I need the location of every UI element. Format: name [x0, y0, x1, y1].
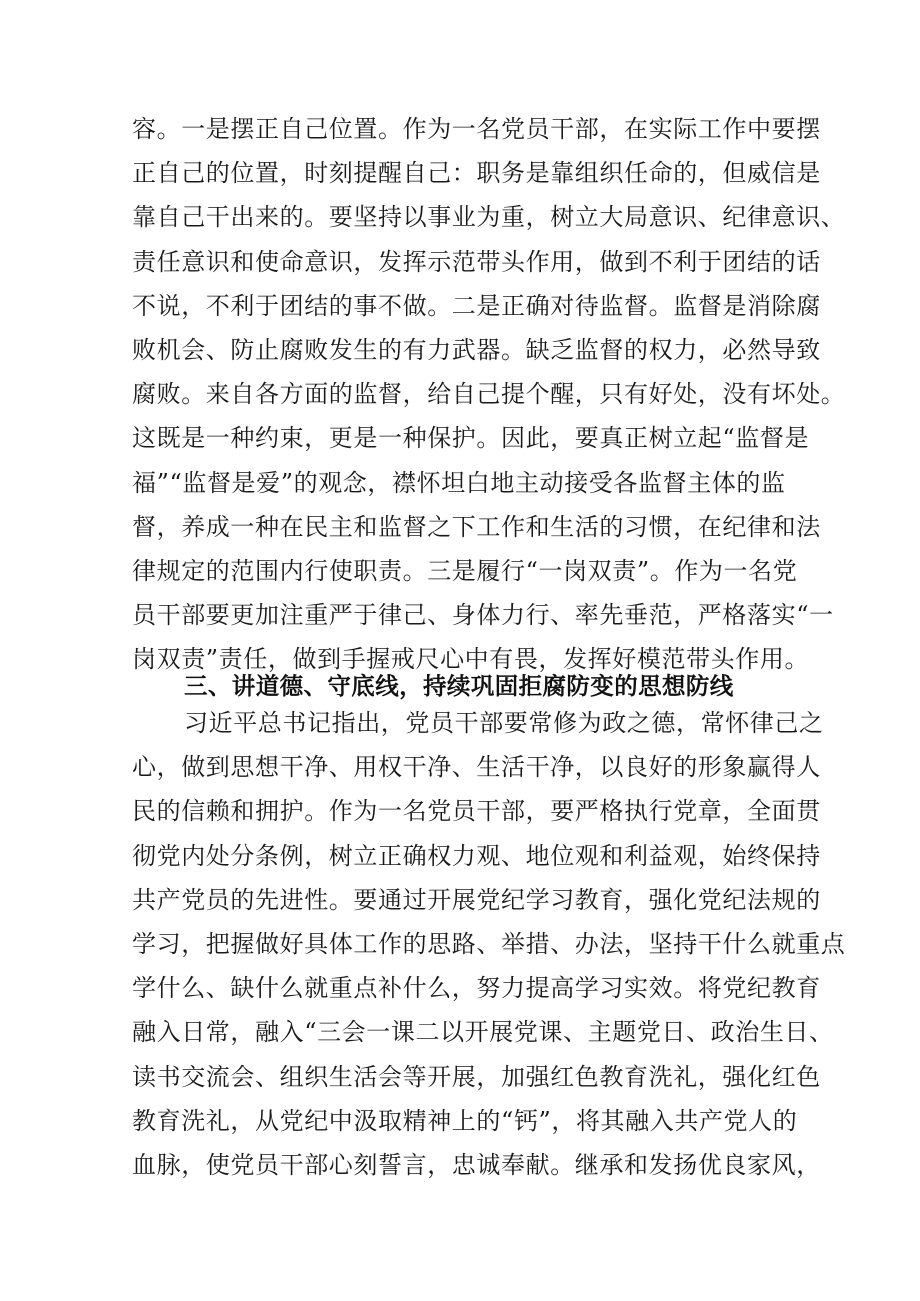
text-line: 彻党内处分条例，树立正确权力观、地位观和利益观，始终保持: [132, 841, 821, 870]
text-line: 正自己的位置，时刻提醒自己：职务是靠组织任命的，但威信是: [132, 159, 821, 188]
text-line: 责任意识和使命意识，发挥示范带头作用，做到不利于团结的话: [132, 247, 821, 276]
text-line: 福”“监督是爱”的观念，襟怀坦白地主动接受各监督主体的监: [132, 468, 786, 497]
text-line: 岗双责”责任，做到手握戒尺心中有畏，发挥好模范带头作用。: [132, 645, 810, 674]
paragraph-section3: [132, 701, 846, 1187]
text-line: 败机会、防止腐败发生的有力武器。缺乏监督的权力，必然导致: [132, 335, 821, 364]
text-line: 不说，不利于团结的事不做。二是正确对待监督。监督是消除腐: [132, 291, 821, 320]
text-line: 学什么、缺什么就重点补什么，努力提高学习实效。将党纪教育: [132, 974, 821, 1003]
text-line: 心，做到思想干净、用权干净、生活干净，以良好的形象赢得人: [132, 753, 821, 782]
paragraph-continued: [132, 107, 846, 681]
text-line: 血脉，使党员干部心刻誓言，忠诚奉献。继承和发扬优良家风，: [132, 1150, 821, 1179]
text-line: 律规定的范围内行使职责。三是履行“一岗双责”。作为一名党: [132, 556, 798, 585]
text-line: 共产党员的先进性。要通过开展党纪学习教育，强化党纪法规的: [132, 885, 821, 914]
text-line: 习近平总书记指出，党员干部要常修为政之德，常怀律己之: [184, 709, 824, 737]
section-heading: 三、讲道德、守底线，持续巩固拒腐防变的思想防线: [184, 672, 734, 700]
text-line: 融入日常，融入“三会一课二以开展党课、主题党日、政治生日、: [132, 1018, 834, 1047]
text-line: 民的信赖和拥护。作为一名党员干部，要严格执行党章，全面贯: [132, 797, 821, 826]
text-line: 学习，把握做好具体工作的思路、举措、办法，坚持干什么就重点: [132, 929, 846, 958]
text-line: 读书交流会、组织生活会等开展，加强红色教育洗礼，强化红色: [132, 1062, 821, 1091]
text-line: 这既是一种约束，更是一种保护。因此，要真正树立起“监督是: [132, 424, 810, 453]
text-line: 教育洗礼，从党纪中汲取精神上的“钙”，将其融入共产党人的: [132, 1106, 798, 1135]
text-line: 员干部要更加注重严于律己、身体力行、率先垂范，严格落实“一: [132, 601, 834, 630]
text-line: 督，养成一种在民主和监督之下工作和生活的习惯，在纪律和法: [132, 512, 821, 541]
text-line: 腐败。来自各方面的监督，给自己提个醒，只有好处，没有坏处。: [132, 380, 846, 409]
text-line: 容。一是摆正自己位置。作为一名党员干部，在实际工作中要摆: [132, 115, 821, 143]
text-line: 靠自己干出来的。要坚持以事业为重，树立大局意识、纪律意识、: [132, 203, 846, 232]
